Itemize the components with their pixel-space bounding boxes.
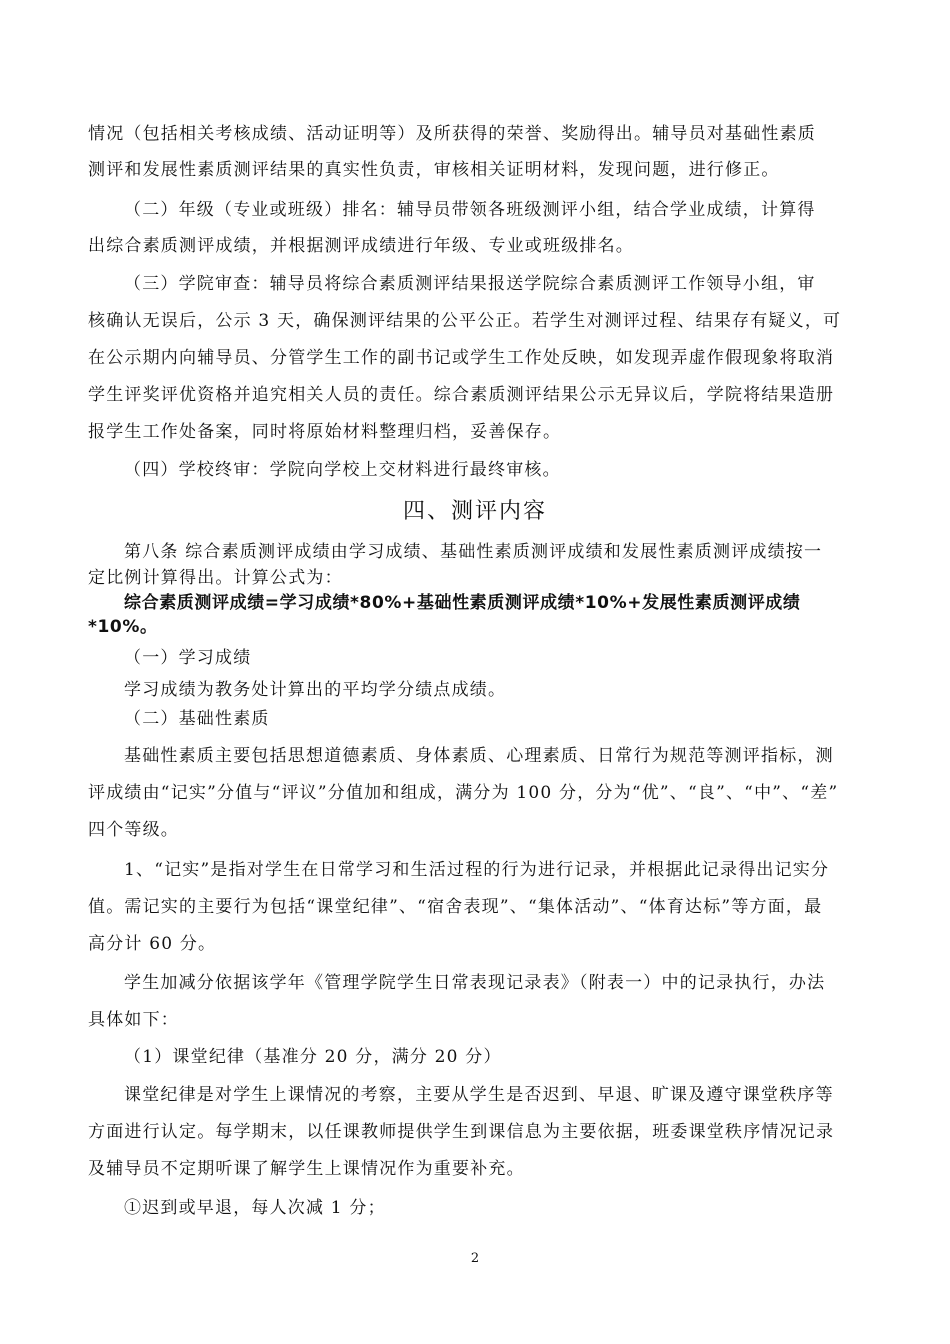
body-line: 基础性素质主要包括思想道德素质、身体素质、心理素质、日常行为规范等测评指标，测 [124,746,834,766]
body-line: 学习成绩为教务处计算出的平均学分绩点成绩。 [124,680,507,700]
body-line: 方面进行认定。每学期末，以任课教师提供学生到课信息为主要依据，班委课堂秩序情况记录 [88,1122,835,1142]
section-heading: 四、测评内容 [402,499,547,524]
body-line: 及辅导员不定期听课了解学生上课情况作为重要补充。 [88,1159,525,1179]
body-line: 高分计 60 分。 [88,934,217,954]
body-line: 在公示期内向辅导员、分管学生工作的副书记或学生工作处反映，如发现弄虚作假现象将取消 [88,348,835,368]
body-line: 值。需记实的主要行为包括“课堂纪律”、“宿舍表现”、“集体活动”、“体育达标”等方面，最 [88,897,823,917]
body-line: （二）年级（专业或班级）排名：辅导员带领各班级测评小组，结合学业成绩，计算得 [124,200,816,220]
formula-line: 综合素质测评成绩=学习成绩*80%+基础性素质测评成绩*10%+发展性素质测评成绩 [124,593,801,613]
body-line: 定比例计算得出。计算公式为： [88,568,343,588]
body-line: （四）学校终审：学院向学校上交材料进行最终审核。 [124,460,561,480]
body-line: 核确认无误后，公示 3 天，确保测评结果的公平公正。若学生对测评过程、结果存有疑义，可 [88,311,842,331]
body-line: 具体如下： [88,1010,179,1030]
body-line: 四个等级。 [88,820,179,840]
body-line: 1、“记实”是指对学生在日常学习和生活过程的行为进行记录，并根据此记录得出记实分 [124,860,830,880]
subheading: （二）基础性素质 [124,709,270,729]
body-line: 情况（包括相关考核成绩、活动证明等）及所获得的荣誉、奖励得出。辅导员对基础性素质 [88,124,816,144]
body-line: （三）学院审查：辅导员将综合素质测评结果报送学院综合素质测评工作领导小组，审 [124,274,816,294]
body-line: 课堂纪律是对学生上课情况的考察，主要从学生是否迟到、早退、旷课及遵守课堂秩序等 [124,1085,834,1105]
subheading: （1）课堂纪律（基准分 20 分，满分 20 分） [124,1047,502,1067]
list-item: ①迟到或早退，每人次减 1 分； [124,1198,386,1218]
subheading: （一）学习成绩 [124,648,252,668]
body-line: 测评和发展性素质测评结果的真实性负责，审核相关证明材料，发现问题，进行修正。 [88,160,780,180]
article-line: 第八条 综合素质测评成绩由学习成绩、基础性素质测评成绩和发展性素质测评成绩按一 [124,542,823,562]
page-number: 2 [470,1251,480,1266]
formula-line: *10%。 [88,617,158,637]
body-line: 评成绩由“记实”分值与“评议”分值加和组成，满分为 100 分，分为“优”、“良”、“中”、“差” [88,783,839,803]
body-line: 报学生工作处备案，同时将原始材料整理归档，妥善保存。 [88,422,562,442]
body-line: 学生评奖评优资格并追究相关人员的责任。综合素质测评结果公示无异议后，学院将结果造册 [88,385,835,405]
body-line: 出综合素质测评成绩，并根据测评成绩进行年级、专业或班级排名。 [88,236,634,256]
body-line: 学生加减分依据该学年《管理学院学生日常表现记录表》（附表一）中的记录执行，办法 [124,973,826,993]
